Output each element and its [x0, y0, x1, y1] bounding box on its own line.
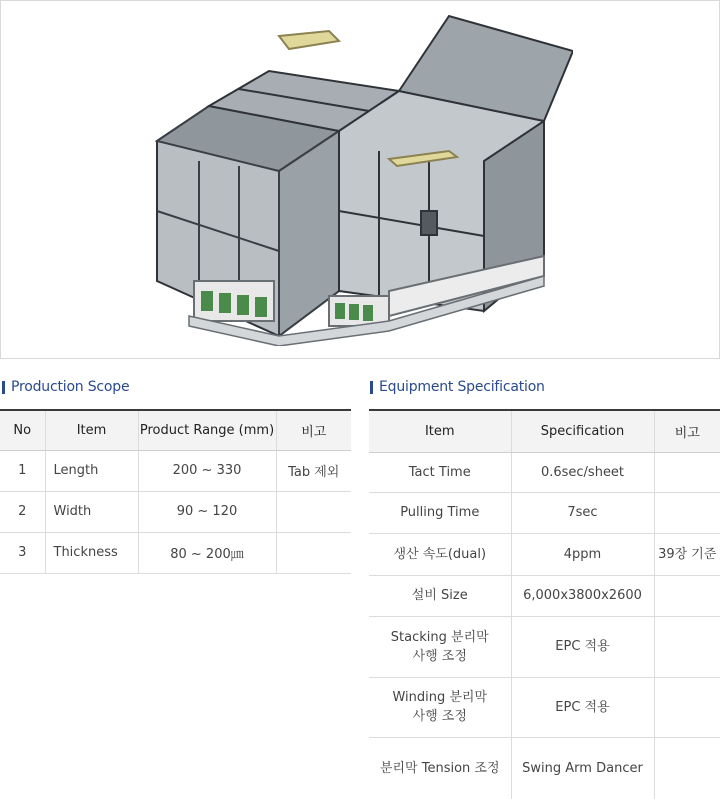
production-scope-heading	[2, 377, 129, 397]
equipment-image-panel	[0, 0, 720, 359]
cell-note	[276, 491, 351, 532]
cell-spec: EPC 적용	[511, 616, 654, 677]
table-row	[369, 492, 720, 533]
cell-range: 200 ~ 330	[138, 450, 276, 491]
cell-note	[276, 532, 351, 573]
header-specification: Specification	[511, 410, 654, 452]
table-row	[0, 532, 351, 573]
header-note: 비고	[276, 410, 351, 450]
cell-spec: 6,000x3800x2600	[511, 575, 654, 616]
cell-item: Width	[45, 491, 138, 532]
cell-item-line: Stacking 분리막	[390, 629, 489, 645]
equipment-3d-render	[149, 11, 573, 346]
cell-item: Thickness	[45, 532, 138, 573]
equipment-spec-table	[369, 409, 720, 799]
table-row	[0, 491, 351, 532]
cell-spec: 4ppm	[511, 533, 654, 575]
cell-item: 설비 Size	[369, 575, 511, 616]
cell-item-line: Winding 분리막	[392, 690, 488, 705]
cell-note	[654, 492, 720, 533]
table-row	[0, 450, 351, 491]
cell-item-line: 사행 조정	[412, 709, 467, 724]
header-item: Item	[369, 410, 511, 452]
table-row	[369, 737, 720, 799]
cell-note	[654, 737, 720, 799]
table-row	[369, 575, 720, 616]
table-header-row	[369, 410, 720, 452]
cell-note	[654, 616, 720, 677]
header-item: Item	[45, 410, 138, 450]
cell-item: Pulling Time	[369, 492, 511, 533]
cell-no: 1	[0, 450, 45, 491]
production-scope-title: Production Scope	[11, 379, 130, 395]
table-header-row	[0, 410, 351, 450]
cell-note: 39장 기준	[654, 533, 720, 575]
cell-range: 90 ~ 120	[138, 491, 276, 532]
cell-no: 3	[0, 532, 45, 573]
table-row	[369, 616, 720, 677]
table-row	[369, 452, 720, 492]
left-module	[157, 106, 339, 336]
cell-spec: Swing Arm Dancer	[511, 737, 654, 799]
cell-range: 80 ~ 200㎛	[138, 532, 276, 573]
cell-item: 분리막 Tension 조정	[369, 737, 511, 799]
heading-accent-bar	[2, 381, 5, 394]
cell-item: 생산 속도(dual)	[369, 533, 511, 575]
table-row	[369, 677, 720, 737]
header-note: 비고	[654, 410, 720, 452]
header-no: No	[0, 410, 45, 450]
table-row	[369, 533, 720, 575]
cell-item	[369, 677, 511, 737]
heading-accent-bar	[370, 381, 373, 394]
cell-spec: EPC 적용	[511, 677, 654, 737]
cell-spec: 7sec	[511, 492, 654, 533]
cell-note	[654, 575, 720, 616]
equipment-spec-heading	[370, 377, 545, 397]
cell-no: 2	[0, 491, 45, 532]
equipment-spec-title: Equipment Specification	[379, 379, 545, 395]
cell-item	[369, 616, 511, 677]
cell-note	[654, 452, 720, 492]
production-scope-table	[0, 409, 351, 574]
cell-item: Length	[45, 450, 138, 491]
cell-note: Tab 제외	[276, 450, 351, 491]
header-product-range: Product Range (mm)	[138, 410, 276, 450]
cell-note	[654, 677, 720, 737]
cell-item-line: 사행 조정	[412, 648, 467, 664]
cell-spec: 0.6sec/sheet	[511, 452, 654, 492]
cell-item: Tact Time	[369, 452, 511, 492]
